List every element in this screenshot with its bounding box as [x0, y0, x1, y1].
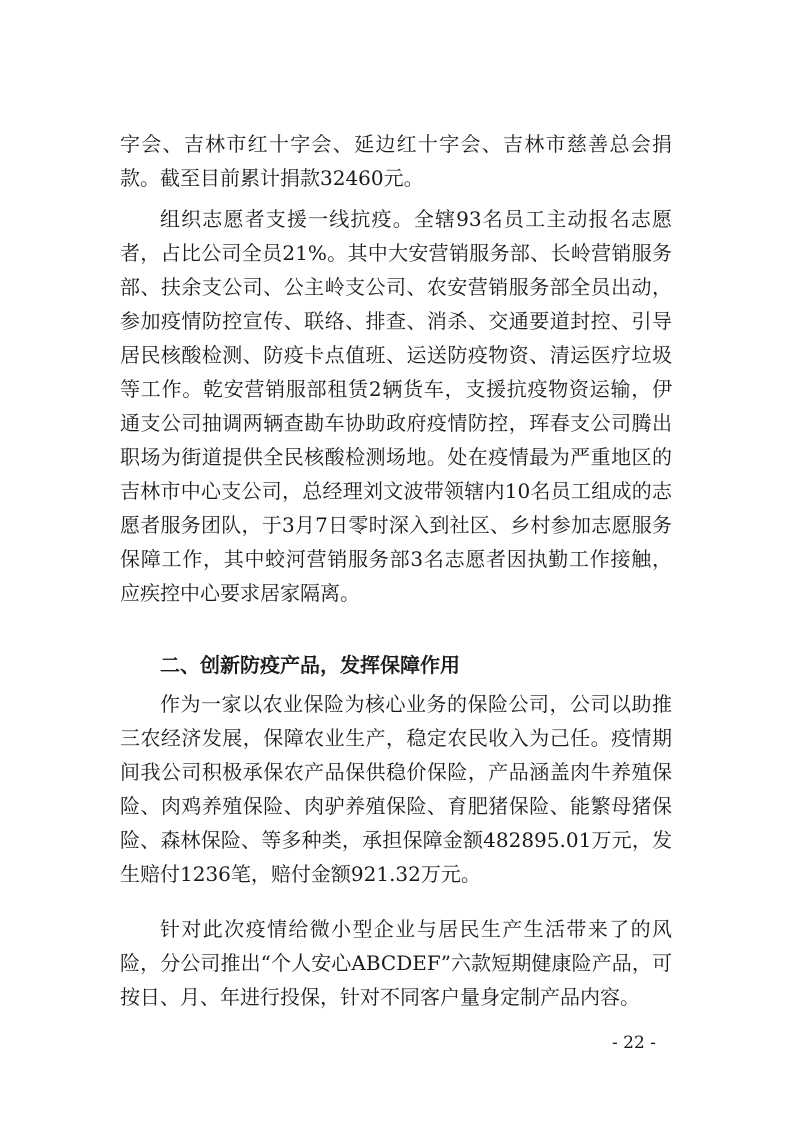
paragraph-health-insurance: 针对此次疫情给微小型企业与居民生产生活带来了的风险，分公司推出“个人安心ABCDEF”六款短期健康险产品，可按日、月、年进行投保，针对不同客户量身定制产品内容。 — [120, 917, 672, 1009]
paragraph-donation-continuation: 字会、吉林市红十字会、延边红十字会、吉林市慈善总会捐款。截至目前累计捐款32460元。 — [120, 132, 672, 190]
section-heading: 二、创新防疫产品，发挥保障作用 — [160, 653, 460, 677]
paragraph-agriculture-insurance: 作为一家以农业保险为核心业务的保险公司，公司以助推三农经济发展，保障农业生产，稳定农民收入为己任。疫情期间我公司积极承保农产品保供稳价保险，产品涵盖肉牛养殖保险、肉鸡养殖保险、肉驴养殖保险、育肥猪保险、能繁母猪保险、森林保险、等多种类，承担保障金额482895.01万元，发生赔付1236笔，赔付金额921.32万元。 — [120, 692, 672, 886]
page-number: - 22 - — [612, 1033, 656, 1053]
paragraph-volunteers: 组织志愿者支援一线抗疫。全辖93名员工主动报名志愿者，占比公司全员21%。其中大安营销服务部、长岭营销服务部、扶余支公司、公主岭支公司、农安营销服务部全员出动，参加疫情防控宣传、联络、排查、消杀、交通要道封控、引导居民核酸检测、防疫卡点值班、运送防疫物资、清运医疗垃圾等工作。乾安营销服部租赁2辆货车，支援抗疫物资运输，伊通支公司抽调两辆查勘车协助政府疫情防控，珲春支公司腾出职场为街道提供全民核酸检测场地。处在疫情最为严重地区的吉林市中心支公司，总经理刘文波带领辖内10名员工组成的志愿者服务团队，于3月7日零时深入到社区、乡村参加志愿服务保障工作，其中蛟河营销服务部3名志愿者因执勤工作接触，应疾控中心要求居家隔离。 — [120, 207, 672, 605]
